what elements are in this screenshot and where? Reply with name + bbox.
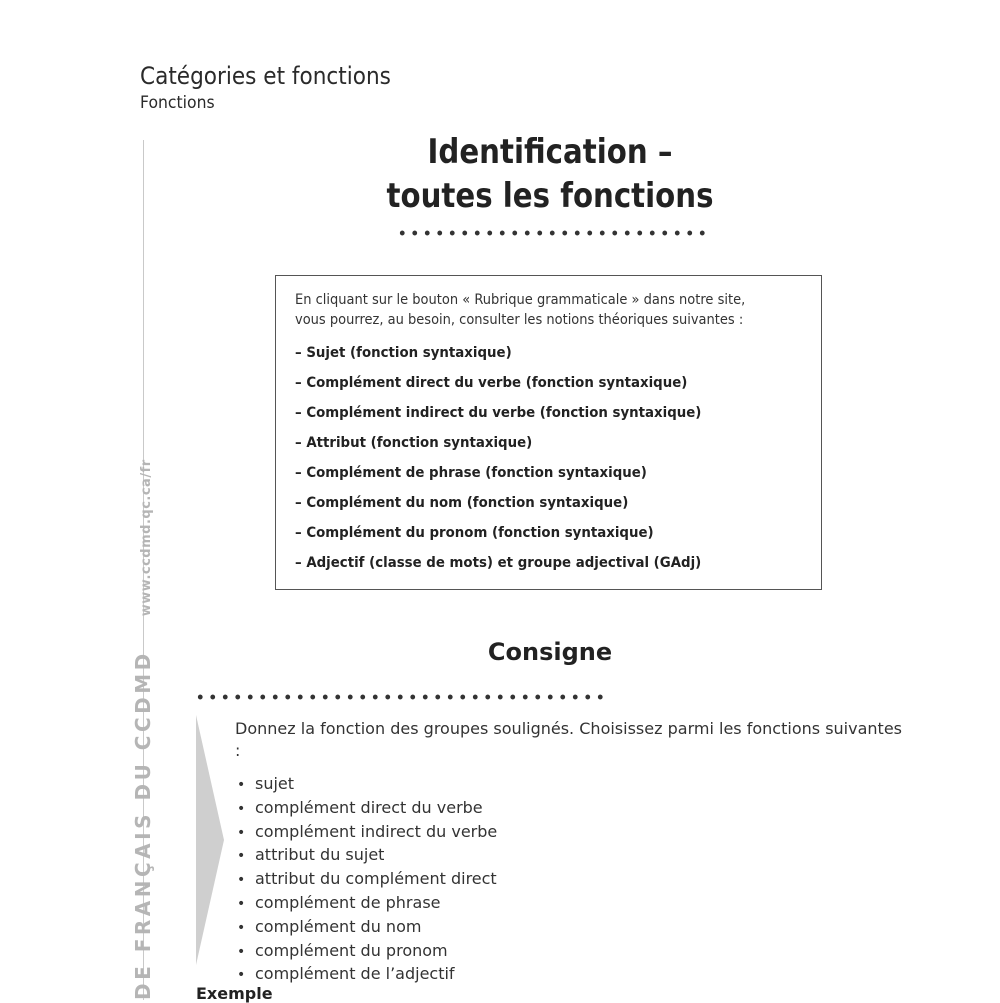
box-intro-line-1: En cliquant sur le bouton « Rubrique grammaticale » dans notre site, [295,292,746,308]
page-header [140,60,419,114]
list-item: • complément de phrase [237,892,497,916]
bullet-icon: • [237,967,246,984]
list-item: – Sujet (fonction syntaxique) [295,345,512,361]
list-item: • complément de l’adjectif [237,963,497,987]
consigne-heading: Consigne [487,638,613,666]
list-item: – Complément indirect du verbe (fonction syntaxique) [295,405,702,421]
consigne-instruction: Donnez la fonction des groupes soulignés. Choisissez parmi les fonctions suivantes : [235,719,902,760]
list-item: – Adjectif (classe de mots) et groupe adjectival (GAdj) [295,555,702,571]
bullet-icon: • [237,800,246,817]
list-item: • sujet [237,773,497,797]
list-item: – Attribut (fonction syntaxique) [295,435,533,451]
list-item: • complément indirect du verbe [237,821,497,845]
list-item: – Complément de phrase (fonction syntaxique) [295,465,647,481]
bullet-icon: • [237,848,246,865]
exemple-heading: Exemple [196,984,273,1003]
title-line-2: toutes les fonctions [386,176,714,216]
list-item: • attribut du complément direct [237,868,497,892]
list-item: – Complément direct du verbe (fonction syntaxique) [295,375,688,391]
list-item: • complément du pronom [237,940,497,964]
list-item: • attribut du sujet [237,844,497,868]
category-title: Catégories et fonctions [140,62,391,90]
bullet-icon: • [237,777,246,793]
list-item: • complément du nom [237,916,497,940]
bullet-icon: • [237,895,246,912]
function-options-list [237,773,497,987]
box-intro-line-2: vous pourrez, au besoin, consulter les notions théoriques suivantes : [295,312,744,328]
chevron-right-icon [196,715,226,965]
theory-notes-box [275,275,822,590]
page-title [300,130,800,218]
bullet-icon: • [237,943,246,960]
consigne-dotted-rule [194,694,610,700]
subcategory-title: Fonctions [140,93,215,113]
bullet-icon: • [237,824,246,841]
sidebar-label: DE FRANÇAIS DU CCDMD [131,650,155,1000]
list-item: • complément direct du verbe [237,797,497,821]
bullet-icon: • [237,919,246,936]
sidebar-url: www.ccdmd.qc.ca/fr [139,459,154,617]
theory-notes-list [295,338,821,578]
sidebar-vertical-text [131,459,155,1000]
title-dotted-rule [396,230,706,236]
bullet-icon: • [237,872,246,889]
title-line-1: Identification – [427,132,673,172]
list-item: – Complément du nom (fonction syntaxique) [295,495,629,511]
list-item: – Complément du pronom (fonction syntaxique) [295,525,654,541]
